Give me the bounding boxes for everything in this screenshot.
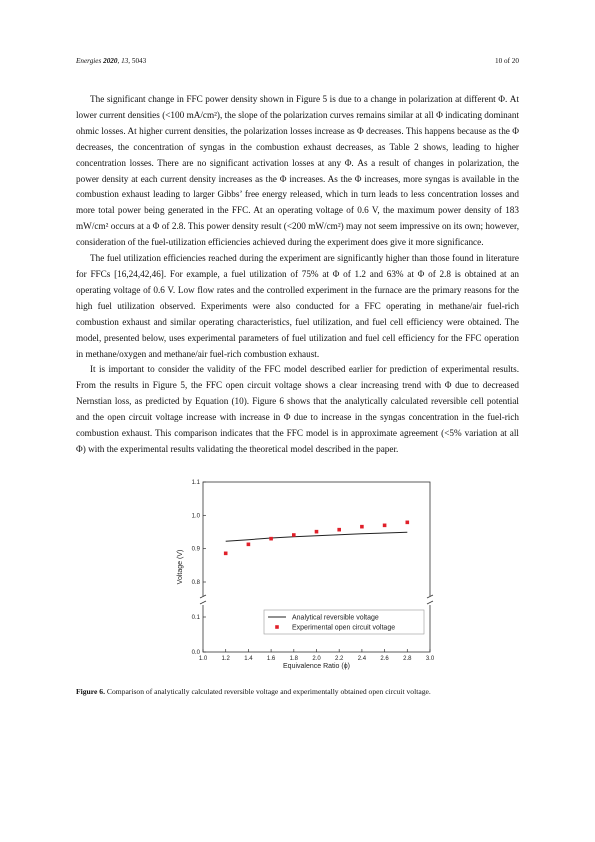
y-tick-label: 0.0 [191, 650, 200, 656]
figure-caption [76, 686, 519, 698]
data-point-experimental [292, 533, 296, 537]
data-point-experimental [247, 543, 251, 547]
x-tick-label: 2.4 [357, 656, 367, 662]
legend-label: Experimental open circuit voltage [292, 624, 396, 632]
caption-label: Figure 6. [76, 687, 105, 696]
x-tick-label: 2.6 [380, 656, 389, 662]
x-tick-label: 1.0 [198, 656, 208, 662]
journal-citation: Energies 2020, 13, 5043 [76, 57, 147, 65]
data-point-experimental [315, 530, 319, 534]
y-axis-label: Voltage (V) [177, 549, 184, 585]
chart-axes [177, 480, 435, 670]
paragraph: The fuel utilization efficiencies reached during the experiment are significantly higher than those found in literature for FFCs [16,24,42,46]. For example, a fuel utilization of 75% at Φ of 1.2 and 63% at Φ of 2.8 is obtained at an operating voltage of 0.6 V. Low flow rates and the controlled experiment in the furnace are the primary reasons for the high fuel utilization observed. Experiments were also conducted for a FFC operating in methane/air fuel-rich combustion exhaust and similar operating characteristics, fuel utilization, and fuel cell efficiency were obtained. The model, presented below, uses experimental parameters of fuel utilization and fuel cell efficiency for the FFC operation in methane/oxygen and methane/air fuel-rich combustion exhaust. [76, 253, 519, 359]
y-tick-label: 1.1 [191, 480, 200, 486]
paragraph: The significant change in FFC power density shown in Figure 5 is due to a change in polarization at different Φ. At lower current densities (<100 mA/cm²), the slope of the polarization curves remains similar at all Φ indicating dominant ohmic losses. At higher current densities, the polarization losses increase as Φ decreases. This happens because as the Φ decreases, the concentration of syngas in the combustion exhaust decreases, as Table 2 shows, leading to higher concentration losses. There are no significant activation losses at any Φ. As a result of changes in polarization, the power density at each current density increases as the Φ increases. As the Φ increases, more syngas is available in the combustion exhaust leading to larger Gibbs’ free energy released, which in turn leads to less concentration losses and more total power being generated in the FFC. At an operating voltage of 0.6 V, the maximum power density of 183 mW/cm² occurs at a Φ of 2.8. This power density result (<200 mW/cm²) may not seem impressive on its own; however, consideration of the fuel-utilization efficiencies achieved during the experiment does give it more significance. [76, 94, 519, 248]
figure-6-chart [172, 470, 442, 680]
data-point-experimental [337, 528, 341, 532]
y-tick-label: 1.0 [191, 513, 200, 520]
y-tick-label: 0.9 [191, 546, 200, 553]
x-tick-label: 1.6 [266, 656, 276, 662]
caption-text: Comparison of analytically calculated reversible voltage and experimentally obtained open circuit voltage. [106, 687, 431, 696]
legend-label: Analytical reversible voltage [292, 614, 379, 622]
x-tick-label: 1.2 [221, 656, 230, 662]
x-tick-label: 2.8 [403, 656, 412, 662]
legend-marker-swatch [275, 625, 279, 629]
y-tick-label: 0.8 [191, 580, 200, 586]
data-point-experimental [383, 524, 387, 528]
x-tick-label: 3.0 [425, 656, 435, 662]
data-point-experimental [224, 552, 228, 556]
data-point-experimental [406, 521, 410, 525]
data-point-experimental [269, 537, 273, 541]
chart-legend [264, 610, 424, 634]
body-text [76, 92, 519, 458]
x-tick-label: 1.4 [244, 656, 253, 662]
data-point-experimental [360, 525, 364, 529]
x-tick-label: 1.8 [289, 656, 298, 662]
page-number: 10 of 20 [495, 57, 519, 65]
x-tick-label: 2.2 [335, 656, 344, 662]
x-axis-label: Equivalence Ratio (ϕ) [283, 663, 350, 670]
y-tick-label: 0.1 [191, 615, 200, 621]
paragraph: It is important to consider the validity of the FFC model described earlier for prediction of experimental results. From the results in Figure 5, the FFC open circuit voltage shows a clear increasing trend with Φ due to decreased Nernstian loss, as predicted by Equation (10). Figure 6 shows that the analytically calculated reversible cell potential and the open circuit voltage increase with increase in Φ due to increase in the syngas concentration in the fuel-rich combustion exhaust. This comparison indicates that the FFC model is in approximate agreement (<5% variation at all Φ) with the experimental results validating the theoretical model described in the paper. [76, 364, 519, 454]
chart-marks [224, 521, 409, 556]
x-tick-label: 2.0 [312, 656, 321, 662]
series-line-analytical [226, 532, 408, 541]
